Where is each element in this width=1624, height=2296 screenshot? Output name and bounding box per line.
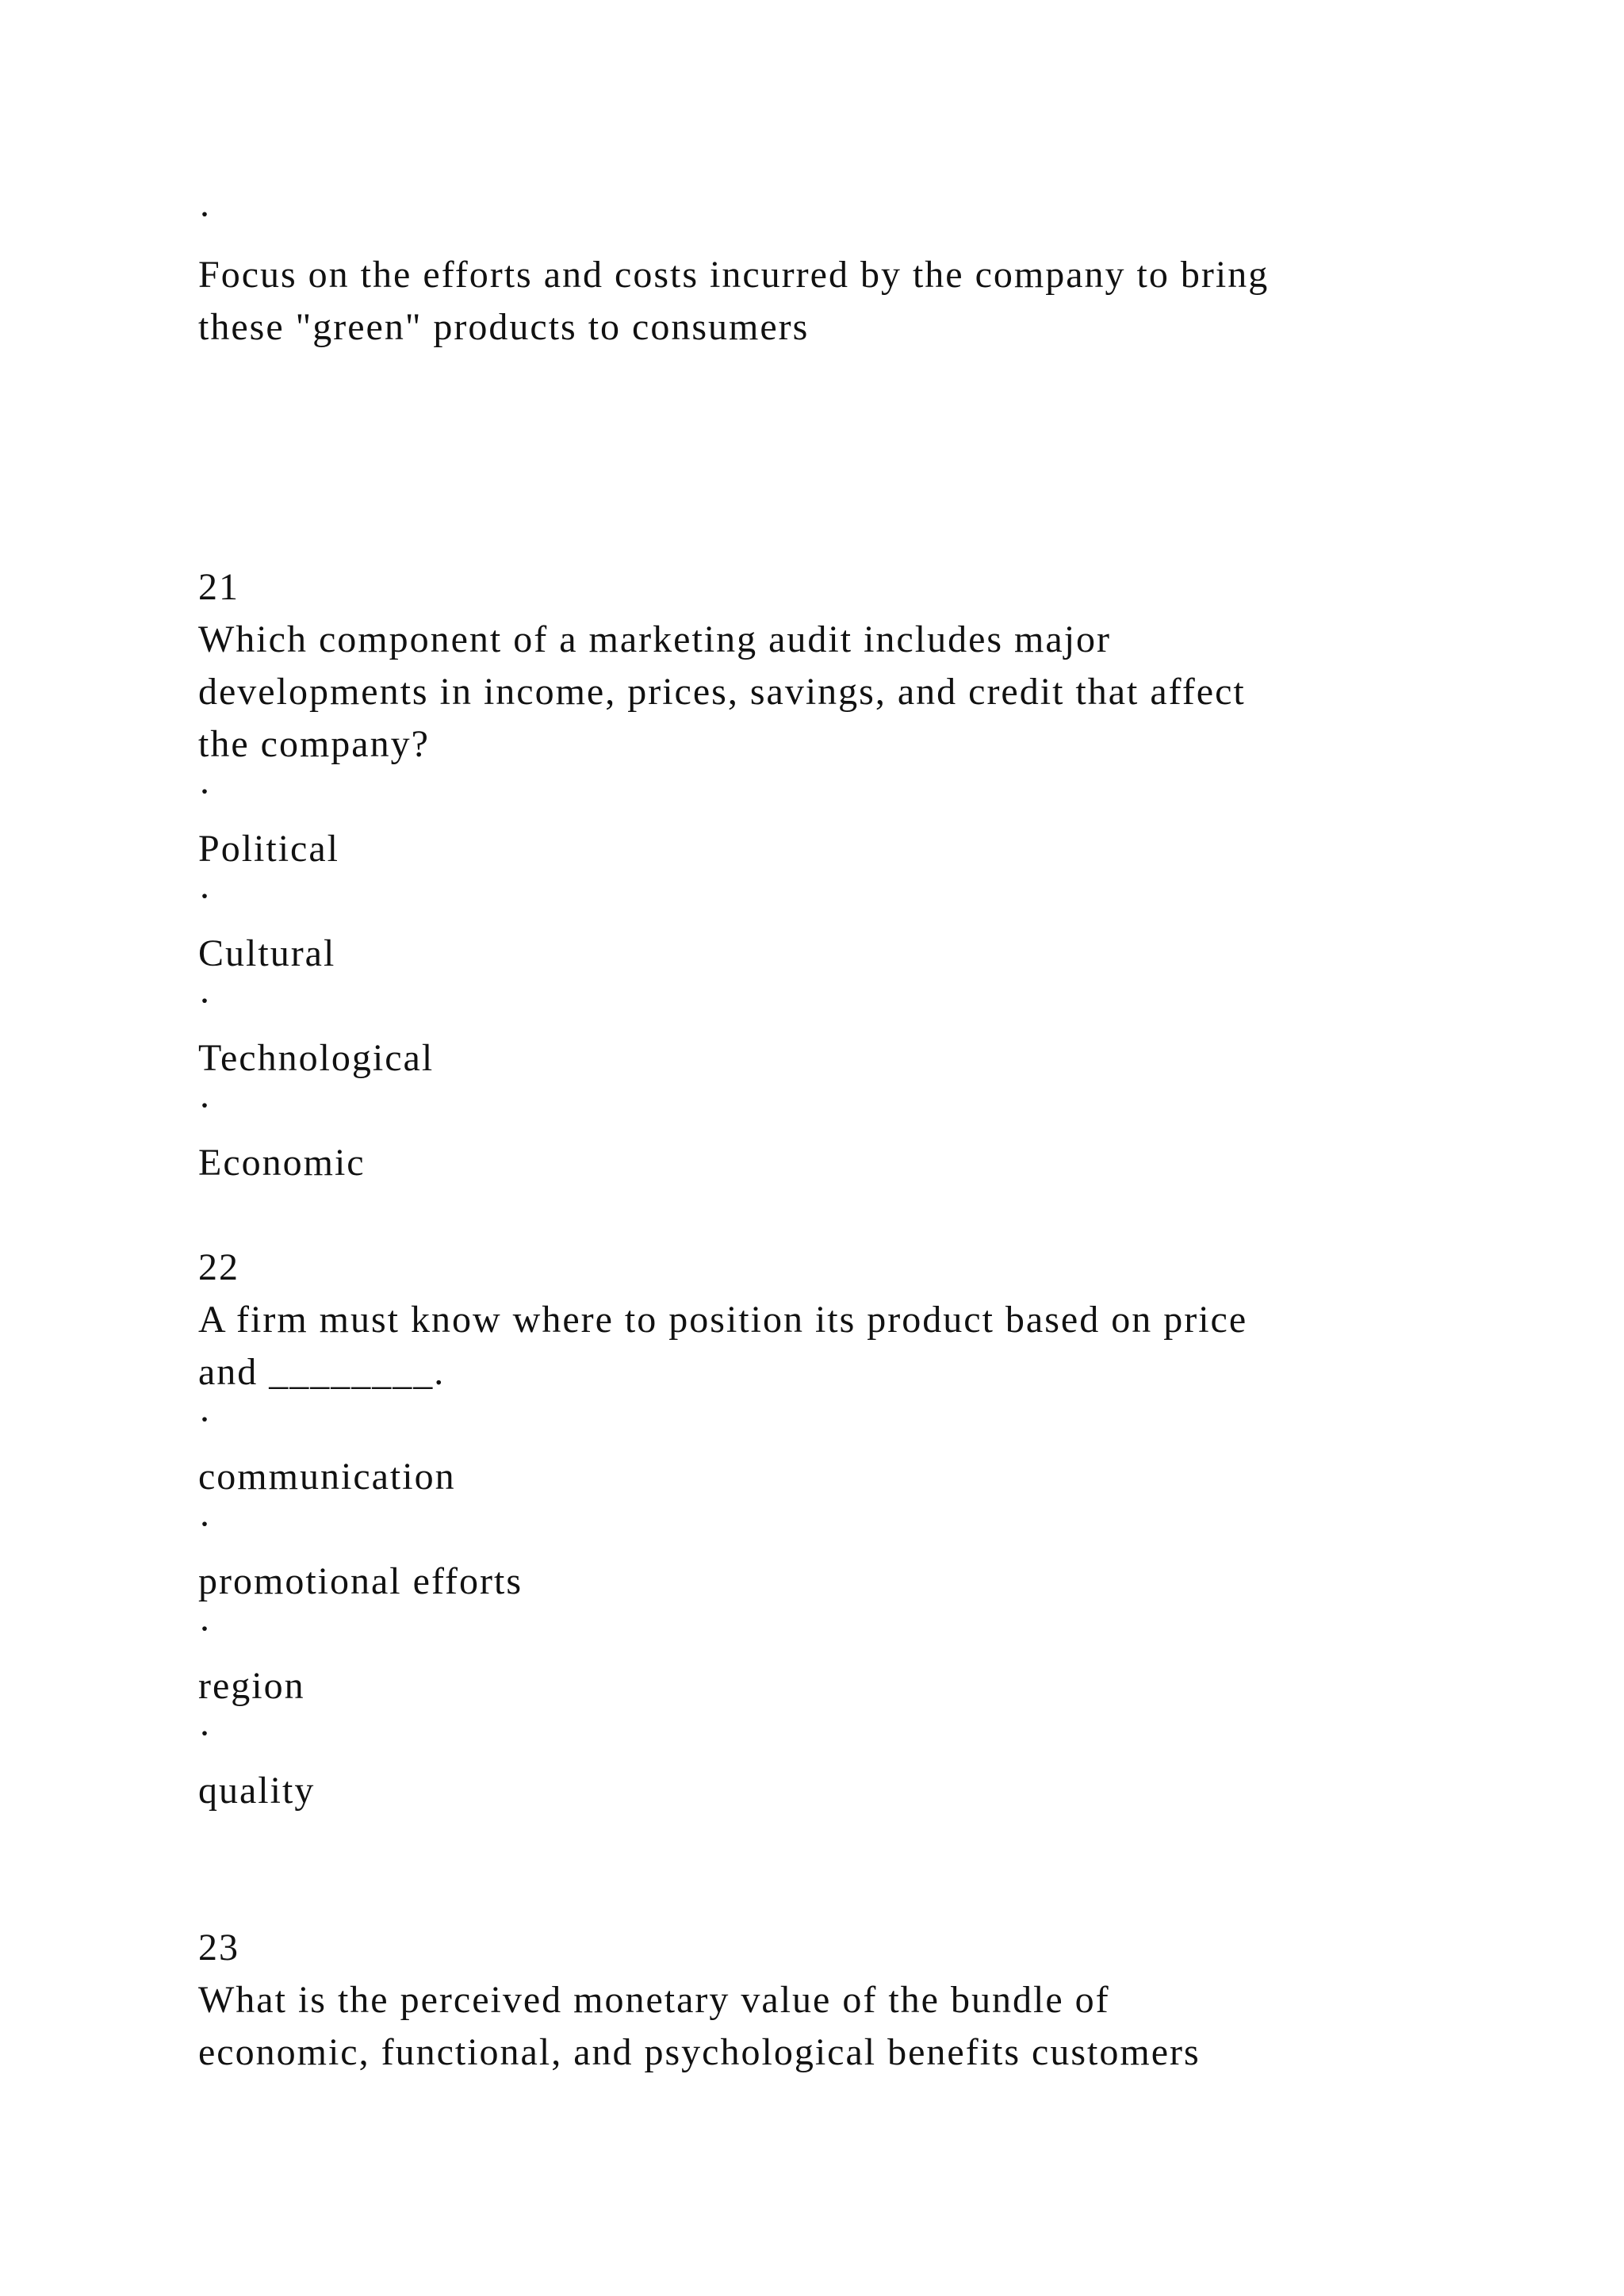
- option-text: Focus on the efforts and costs incurred by the company to bring: [198, 254, 1270, 296]
- option-bullet: ·: [198, 1399, 213, 1441]
- question-number: 23: [198, 1927, 239, 1969]
- option-text: Economic: [198, 1142, 366, 1184]
- question-number: 21: [198, 566, 239, 608]
- option-text: quality: [198, 1770, 316, 1812]
- option-bullet: ·: [198, 875, 213, 917]
- question-text: developments in income, prices, savings, and credit that affect: [198, 671, 1246, 713]
- option-bullet: ·: [198, 1503, 213, 1545]
- question-text: the company?: [198, 723, 430, 765]
- question-text: Which component of a marketing audit includes major: [198, 618, 1112, 660]
- option-bullet: ·: [198, 1608, 213, 1650]
- option-text: Technological: [198, 1037, 435, 1079]
- question-text: and ________.: [198, 1351, 446, 1393]
- question-text: What is the perceived monetary value of the bundle of: [198, 1979, 1110, 2021]
- question-number: 22: [198, 1246, 239, 1288]
- question-text: A firm must know where to position its product based on price: [198, 1299, 1248, 1341]
- option-text: region: [198, 1665, 305, 1707]
- option-bullet: ·: [198, 980, 213, 1022]
- option-text: communication: [198, 1456, 456, 1498]
- option-bullet: ·: [198, 1712, 213, 1755]
- option-bullet: ·: [198, 771, 213, 813]
- option-text: promotional efforts: [198, 1560, 523, 1602]
- question-text: economic, functional, and psychological benefits customers: [198, 2031, 1201, 2073]
- option-bullet: ·: [198, 1085, 213, 1127]
- option-bullet: ·: [198, 193, 213, 235]
- option-text: these "green" products to consumers: [198, 306, 810, 348]
- option-text: Cultural: [198, 932, 336, 974]
- option-text: Political: [198, 828, 339, 870]
